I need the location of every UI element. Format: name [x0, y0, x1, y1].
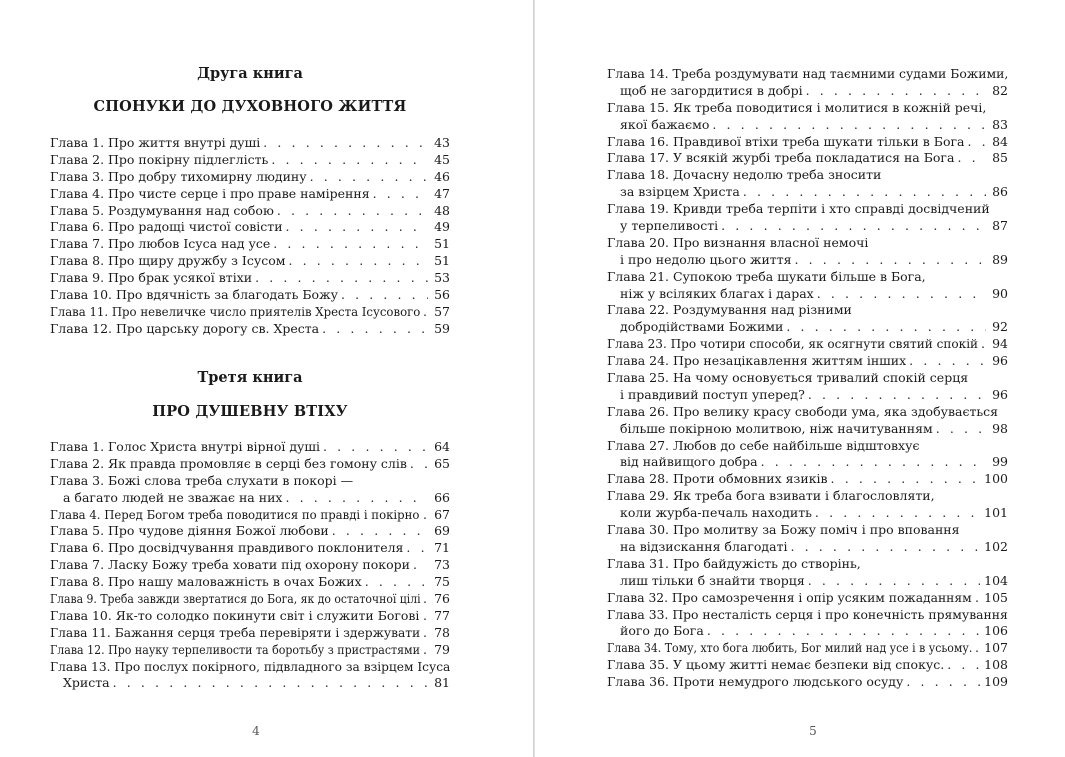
- dot-leader: [268, 152, 428, 169]
- toc-entry-text: Глава 33. Про несталість серця і про конечність прямування: [607, 606, 1008, 622]
- toc-entry-continuation: [607, 252, 1008, 269]
- toc-entry-text: Глава 22. Роздумування над різними: [607, 302, 852, 318]
- toc-page-number: 92: [992, 319, 1008, 335]
- book3-title: Третя книга: [197, 369, 303, 386]
- dot-leader: [329, 523, 428, 540]
- toc-entry-line: [607, 522, 1008, 539]
- toc-entry-text: Глава 11. Бажання серця треба перевіряти і здержувати: [50, 624, 421, 640]
- dot-leader: [758, 454, 986, 471]
- toc-page-number: 79: [434, 641, 450, 657]
- toc-entry-text: Глава 36. Проти немудрого людського осуду: [607, 674, 904, 690]
- toc-entry-continuation: [607, 421, 1008, 438]
- toc-entry-text: Глава 20. Про визнання власної немочі: [607, 234, 869, 250]
- toc-entry-text: якої бажаємо: [620, 116, 710, 132]
- toc-page-number: 51: [434, 236, 450, 252]
- toc-entry: [50, 253, 450, 270]
- dot-leader: [270, 236, 428, 253]
- toc-entry-line: [607, 404, 1008, 421]
- toc-entry-continuation: [607, 83, 1008, 100]
- toc-entry-text: Глава 10. Як-то солодко покинути світ і служити Богові: [50, 607, 420, 623]
- toc-entry: [607, 640, 1008, 657]
- toc-entry-text: коли журба-печаль находить: [620, 505, 812, 521]
- toc-entry-line: [50, 439, 450, 456]
- toc-entry-line: [50, 304, 450, 321]
- toc-entry: [607, 353, 1008, 370]
- toc-entry-text: Глава 12. Про науку терпеливости та боротьбу з пристрастями: [50, 641, 420, 657]
- dot-leader: [828, 471, 981, 488]
- toc-entry: [50, 591, 450, 608]
- toc-entry-continuation: [607, 505, 1008, 522]
- toc-entry-text: Глава 27. Любов до себе найбільше відштовхує: [607, 437, 920, 453]
- toc-entry-text: і правдивий поступ уперед?: [620, 386, 805, 402]
- toc-entry-text: більше покірною молитвою, ніж начитуванням: [620, 420, 933, 436]
- toc-page-number: 84: [992, 133, 1008, 149]
- toc-page-number: 82: [992, 82, 1008, 98]
- toc-entry-line: [50, 287, 450, 304]
- toc-entry: [607, 674, 1008, 691]
- toc-entry: [50, 642, 450, 659]
- toc-entry-line: [607, 674, 1008, 691]
- toc-page-number: 86: [992, 184, 1008, 200]
- dot-leader: [362, 574, 428, 591]
- toc-entry-text: Глава 32. Про самозречення і опір усяким пожаданням: [607, 589, 972, 605]
- toc-entry-line: [50, 321, 450, 338]
- toc-entry-text: Глава 6. Про досвідчування правдивого поклонителя: [50, 540, 404, 556]
- dot-leader: [972, 640, 980, 657]
- toc-entry-text: Глава 2. Як правда промовляє в серці без гомону слів: [50, 455, 407, 471]
- toc-page-number: 102: [984, 538, 1008, 554]
- toc-entry-text: Глава 3. Про добру тихомирну людину: [50, 168, 307, 184]
- toc-entry-continuation: [50, 675, 450, 692]
- toc-entry-continuation: [607, 623, 1008, 640]
- book3-subtitle: ПРО ДУШЕВНУ ВТІХУ: [152, 403, 348, 420]
- toc-entry-line: [607, 590, 1008, 607]
- toc-entry: [607, 134, 1008, 151]
- toc-entry-line: [607, 167, 1008, 184]
- toc-page-number: 49: [434, 219, 450, 235]
- toc-entry-line: [50, 135, 450, 152]
- dot-leader: [410, 557, 428, 574]
- toc-entry-line: [50, 523, 450, 540]
- toc-entry-text: Глава 19. Кривди треба терпіти і хто справді досвідчений: [607, 201, 990, 217]
- toc-entry: [607, 336, 1008, 353]
- toc-entry: [607, 201, 1008, 235]
- toc-entry-line: [50, 270, 450, 287]
- toc-entry: [50, 507, 450, 524]
- dot-leader: [285, 253, 428, 270]
- dot-leader: [704, 623, 980, 640]
- toc-page-number: 43: [434, 135, 450, 150]
- toc-entry: [607, 488, 1008, 522]
- dot-leader: [338, 287, 428, 304]
- toc-entry: [607, 471, 1008, 488]
- toc-entry-text: Глава 16. Правдивої втіхи треба шукати тільки в Бога: [607, 133, 965, 149]
- toc-entry: [607, 100, 1008, 134]
- toc-page-number: 77: [434, 607, 450, 623]
- toc-entry: [50, 186, 450, 203]
- toc-page-number: 65: [434, 455, 450, 471]
- toc-entry-line: [50, 169, 450, 186]
- toc-entry: [50, 456, 450, 473]
- dot-leader: [420, 642, 428, 659]
- toc-page-number: 48: [434, 202, 450, 218]
- toc-entry: [50, 574, 450, 591]
- toc-entry-text: Глава 26. Про велику красу свободи ума, яка здобувається: [607, 403, 999, 419]
- dot-leader: [420, 304, 428, 321]
- toc-page-number: 66: [434, 489, 450, 505]
- toc-entry-line: [607, 370, 1008, 387]
- toc-entry-text: Глава 8. Про щиру дружбу з Ісусом: [50, 253, 286, 269]
- toc-entry-text: Глава 17. У всякій журбі треба покладатися на Бога: [607, 150, 955, 166]
- toc-page-number: 83: [992, 116, 1008, 132]
- toc-page-number: 51: [434, 253, 450, 269]
- toc-entry: [50, 439, 450, 456]
- toc-entry: [50, 659, 450, 693]
- toc-entry-text: Глава 29. Як треба бога взивати і благословляти,: [607, 488, 935, 504]
- toc-entry-continuation: [607, 573, 1008, 590]
- dot-leader: [954, 150, 986, 167]
- toc-entry-text: Глава 1. Голос Христа внутрі вірної душі: [50, 439, 320, 454]
- dot-leader: [933, 421, 986, 438]
- right-toc: [607, 66, 1008, 691]
- toc-entry-text: Христа: [63, 675, 110, 691]
- toc-entry: [50, 608, 450, 625]
- toc-page-number: 107: [984, 640, 1008, 656]
- toc-page-number: 85: [992, 150, 1008, 166]
- toc-entry-text: Глава 31. Про байдужість до створінь,: [607, 555, 861, 571]
- toc-entry: [607, 590, 1008, 607]
- dot-leader: [803, 83, 986, 100]
- page-number-left: 4: [252, 724, 260, 738]
- toc-entry-continuation: [607, 539, 1008, 556]
- toc-entry-text: Глава 28. Проти обмовних язиків: [607, 471, 828, 487]
- toc-entry-text: Глава 15. Як треба поводитися і молитися в кожній речі,: [607, 99, 987, 115]
- toc-page-number: 96: [992, 386, 1008, 402]
- toc-entry-text: від найвищого добра: [620, 454, 758, 470]
- toc-page-number: 57: [434, 303, 450, 319]
- dot-leader: [407, 456, 428, 473]
- dot-leader: [282, 490, 428, 507]
- toc-page-number: 76: [434, 591, 450, 607]
- toc-entry-text: у терпеливості: [620, 218, 719, 234]
- toc-entry-line: [607, 556, 1008, 573]
- toc-entry-line: [50, 540, 450, 557]
- toc-entry-text: добродійствами Божими: [620, 319, 784, 335]
- toc-page-number: 47: [434, 185, 450, 201]
- book-gutter: [533, 0, 535, 757]
- toc-entry: [607, 522, 1008, 556]
- toc-entry: [50, 203, 450, 220]
- toc-page-number: 104: [984, 572, 1008, 588]
- toc-entry: [607, 302, 1008, 336]
- toc-entry: [50, 625, 450, 642]
- toc-entry: [50, 236, 450, 253]
- toc-page-number: 109: [984, 674, 1008, 690]
- dot-leader: [787, 539, 980, 556]
- toc-page-number: 73: [434, 557, 450, 573]
- toc-entry-text: Глава 30. Про молитву за Божу поміч і про вповання: [607, 522, 960, 538]
- dot-leader: [252, 270, 428, 287]
- toc-page-number: 108: [984, 657, 1008, 673]
- toc-entry-line: [607, 336, 1008, 353]
- dot-leader: [274, 203, 428, 220]
- toc-page-number: 90: [992, 285, 1008, 301]
- toc-entry-text: Глава 25. На чому основується тривалий спокій серця: [607, 370, 969, 386]
- toc-entry: [50, 540, 450, 557]
- toc-entry-text: Глава 9. Про брак усякої втіхи: [50, 270, 253, 286]
- toc-entry-text: його до Бога: [620, 623, 704, 639]
- toc-entry: [607, 438, 1008, 472]
- toc-page-number: 75: [434, 574, 450, 590]
- toc-page-number: 59: [434, 320, 450, 336]
- toc-entry-text: Глава 4. Про чисте серце і про праве намірення: [50, 185, 370, 201]
- dot-leader: [709, 117, 986, 134]
- dot-leader: [420, 507, 428, 524]
- toc-entry-line: [50, 219, 450, 236]
- toc-entry: [50, 169, 450, 186]
- toc-entry-text: щоб не загордитися в добрі: [620, 82, 803, 98]
- toc-page-number: 89: [992, 251, 1008, 267]
- toc-entry-continuation: [607, 319, 1008, 336]
- toc-entry: [607, 235, 1008, 269]
- toc-entry-continuation: [607, 218, 1008, 235]
- dot-leader: [805, 387, 986, 404]
- dot-leader: [906, 353, 986, 370]
- toc-entry-line: [607, 471, 1008, 488]
- toc-entry: [607, 66, 1008, 100]
- toc-entry: [50, 523, 450, 540]
- toc-page-number: 94: [992, 336, 1008, 352]
- toc-entry-text: Глава 12. Про царську дорогу св. Хреста: [50, 320, 320, 336]
- toc-entry-line: [50, 659, 450, 676]
- toc-entry-text: Глава 5. Роздумування над собою: [50, 202, 274, 218]
- toc-page-number: 46: [434, 168, 450, 184]
- right-page: [607, 0, 1008, 757]
- toc-entry-line: [607, 235, 1008, 252]
- toc-page-number: 71: [434, 540, 450, 556]
- toc-entry-line: [607, 640, 1008, 657]
- toc-entry-line: [50, 507, 450, 524]
- toc-entry-line: [607, 607, 1008, 624]
- toc-entry-line: [607, 269, 1008, 286]
- left-page: [50, 0, 450, 757]
- toc-entry: [50, 557, 450, 574]
- toc-page-number: 56: [434, 287, 450, 303]
- toc-entry-line: [607, 302, 1008, 319]
- toc-entry: [50, 152, 450, 169]
- toc-page-number: 96: [992, 353, 1008, 369]
- toc-entry-line: [50, 591, 450, 608]
- toc-entry-continuation: [50, 490, 450, 507]
- toc-entry-line: [607, 353, 1008, 370]
- toc-entry-continuation: [607, 387, 1008, 404]
- toc-entry-line: [607, 201, 1008, 218]
- toc-entry-line: [607, 66, 1008, 83]
- toc-entry-line: [50, 236, 450, 253]
- toc-page-number: 98: [992, 420, 1008, 436]
- dot-leader: [978, 336, 986, 353]
- toc-entry-text: Глава 23. Про чотири способи, як осягнути святий спокій: [607, 336, 979, 352]
- toc-page-number: 100: [984, 471, 1008, 487]
- toc-entry: [50, 135, 450, 152]
- toc-page-number: 106: [984, 623, 1008, 639]
- toc-entry: [50, 219, 450, 236]
- toc-page-number: 64: [434, 439, 450, 454]
- toc-page-number: 99: [992, 454, 1008, 470]
- toc-entry: [607, 404, 1008, 438]
- toc-entry-text: Глава 8. Про нашу маловажність в очах Божих: [50, 574, 362, 590]
- toc-entry-line: [50, 203, 450, 220]
- toc-entry-text: лиш тільки б знайти творця: [620, 572, 805, 588]
- toc-entry: [607, 167, 1008, 201]
- toc-entry-line: [607, 100, 1008, 117]
- toc-entry: [50, 270, 450, 287]
- toc-entry-text: Глава 6. Про радощі чистої совісти: [50, 219, 283, 235]
- toc-entry-text: Глава 5. Про чудове діяння Божої любови: [50, 523, 329, 539]
- toc-page-number: 67: [434, 506, 450, 522]
- dot-leader: [420, 608, 428, 625]
- toc-entry-text: і про недолю цього життя: [620, 251, 792, 267]
- toc-entry-text: Глава 4. Перед Богом треба поводитися по правді і покірно: [50, 506, 420, 522]
- toc-entry: [607, 556, 1008, 590]
- toc-entry: [50, 321, 450, 338]
- toc-entry-line: [50, 253, 450, 270]
- dot-leader: [805, 573, 980, 590]
- toc-entry-text: Глава 13. Про послух покірного, підвладного за взірцем Ісуса: [50, 658, 451, 674]
- dot-leader: [944, 657, 980, 674]
- dot-leader: [403, 540, 428, 557]
- toc-entry-line: [50, 642, 450, 659]
- dot-leader: [812, 505, 980, 522]
- toc-entry: [607, 657, 1008, 674]
- toc-entry-text: Глава 18. Дочасну недолю треба зносити: [607, 167, 882, 183]
- toc-entry-line: [607, 150, 1008, 167]
- toc-entry: [607, 269, 1008, 303]
- toc-entry-text: ніж у всіляких благах і дарах: [620, 285, 814, 301]
- book2-title: Друга книга: [197, 65, 303, 82]
- toc-entry-line: [50, 186, 450, 203]
- toc-entry: [50, 304, 450, 321]
- toc-entry-line: [50, 608, 450, 625]
- dot-leader: [972, 590, 980, 607]
- toc-entry-line: [607, 657, 1008, 674]
- dot-leader: [307, 169, 428, 186]
- toc-entry-line: [50, 574, 450, 591]
- toc-entry-text: Глава 34. Тому, хто бога любить, Бог милий над усе і в усьому.: [607, 640, 973, 656]
- toc-entry-text: Глава 14. Треба роздумувати над таємними судами Божими,: [607, 66, 1009, 81]
- dot-leader: [319, 321, 428, 338]
- toc-entry-line: [607, 438, 1008, 455]
- toc-entry-text: Глава 24. Про незацікавлення життям інших: [607, 353, 907, 369]
- toc-page-number: 53: [434, 270, 450, 286]
- toc-entry-text: Глава 7. Ласку Божу треба ховати під охорону покори: [50, 557, 410, 573]
- toc-entry-line: [50, 473, 450, 490]
- toc-entry-continuation: [607, 286, 1008, 303]
- dot-leader: [964, 134, 986, 151]
- toc-entry-text: Глава 2. Про покірну підлеглість: [50, 151, 269, 167]
- dot-leader: [110, 675, 428, 692]
- toc-entry-text: Глава 3. Божі слова треба слухати в покорі —: [50, 472, 354, 488]
- toc-page-number: 45: [434, 151, 450, 167]
- page-number-right: 5: [809, 724, 817, 738]
- book2-toc: [50, 135, 450, 338]
- toc-entry-text: Глава 11. Про невеличке число приятелів Хреста Ісусового: [50, 303, 421, 319]
- dot-leader: [814, 286, 986, 303]
- toc-entry-text: Глава 10. Про вдячність за благодать Божу: [50, 287, 338, 303]
- toc-entry-text: Глава 1. Про життя внутрі душі: [50, 135, 261, 150]
- toc-page-number: 78: [434, 624, 450, 640]
- dot-leader: [260, 135, 428, 152]
- dot-leader: [370, 186, 428, 203]
- dot-leader: [320, 439, 428, 456]
- toc-entry-line: [607, 134, 1008, 151]
- toc-entry: [607, 370, 1008, 404]
- toc-entry-continuation: [607, 454, 1008, 471]
- toc-entry-text: а багато людей не зважає на них: [63, 489, 283, 505]
- toc-entry: [607, 607, 1008, 641]
- toc-entry: [50, 473, 450, 507]
- toc-page-number: 81: [434, 675, 450, 691]
- toc-entry-line: [50, 625, 450, 642]
- toc-entry-text: Глава 9. Треба завжди звертатися до Бога, як до остаточної цілі: [50, 591, 421, 607]
- toc-entry-line: [607, 488, 1008, 505]
- toc-page-number: 69: [434, 523, 450, 539]
- toc-entry-text: за взірцем Христа: [620, 184, 740, 200]
- toc-entry-text: Глава 35. У цьому житті немає безпеки від спокус.: [607, 657, 945, 673]
- toc-entry-line: [50, 557, 450, 574]
- toc-page-number: 87: [992, 218, 1008, 234]
- toc-entry-line: [50, 456, 450, 473]
- toc-page-number: 101: [984, 505, 1008, 521]
- dot-leader: [283, 219, 428, 236]
- toc-entry-text: Глава 21. Супокою треба шукати більше в Бога,: [607, 268, 926, 284]
- toc-entry-text: Глава 7. Про любов Ісуса над усе: [50, 236, 271, 252]
- dot-leader: [420, 625, 428, 642]
- dot-leader: [718, 218, 986, 235]
- dot-leader: [903, 674, 980, 691]
- toc-page-number: 105: [984, 589, 1008, 605]
- toc-entry-continuation: [607, 117, 1008, 134]
- dot-leader: [783, 319, 986, 336]
- dot-leader: [740, 184, 986, 201]
- toc-entry-text: на відзискання благодаті: [620, 538, 788, 554]
- dot-leader: [792, 252, 986, 269]
- dot-leader: [420, 591, 428, 608]
- toc-entry: [607, 150, 1008, 167]
- toc-entry-continuation: [607, 184, 1008, 201]
- book2-subtitle: СПОНУКИ ДО ДУХОВНОГО ЖИТТЯ: [93, 98, 407, 115]
- toc-entry-line: [50, 152, 450, 169]
- book3-toc: [50, 439, 450, 692]
- toc-entry: [50, 287, 450, 304]
